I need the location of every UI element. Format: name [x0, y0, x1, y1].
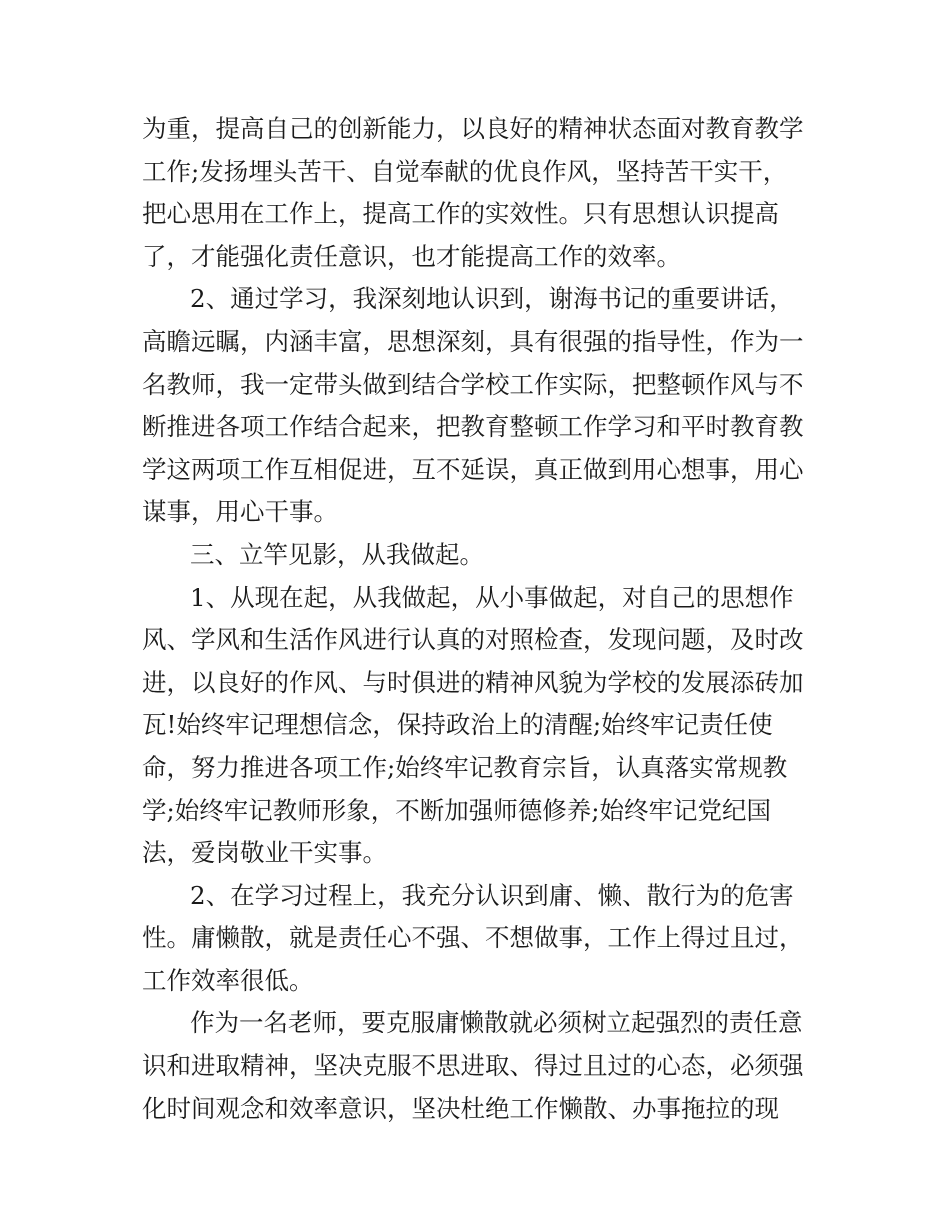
- text-line: 学;始终牢记教师形象，不断加强师德修养;始终牢记党纪国: [142, 795, 772, 825]
- text-line: 风、学风和生活作风进行认真的对照检查，发现问题，及时改: [142, 625, 804, 655]
- text-line: 名教师，我一定带头做到结合学校工作实际，把整顿作风与不: [142, 369, 804, 399]
- text-line: 高瞻远瞩，内涵丰富，思想深刻，具有很强的指导性，作为一: [142, 326, 804, 356]
- text-line: 谋事，用心干事。: [142, 497, 338, 527]
- text-line: 工作效率很低。: [142, 965, 314, 995]
- text-line: 识和进取精神，坚决克服不思进取、得过且过的心态，必须强: [142, 1051, 804, 1081]
- paragraph-start-line: 2、通过学习，我深刻地认识到，谢海书记的重要讲话，: [190, 284, 794, 314]
- text-line: 为重，提高自己的创新能力，以良好的精神状态面对教育教学: [142, 114, 804, 143]
- paragraph-start-line: 作为一名老师，要克服庸懒散就必须树立起强烈的责任意: [190, 1008, 803, 1038]
- text-line: 工作;发扬埋头苦干、自觉奉献的优良作风，坚持苦干实干，: [142, 156, 788, 186]
- text-line: 把心思用在工作上，提高工作的实效性。只有思想认识提高: [142, 199, 779, 229]
- text-line: 断推进各项工作结合起来，把教育整顿工作学习和平时教育教: [142, 412, 804, 442]
- text-line: 性。庸懒散，就是责任心不强、不想做事，工作上得过且过，: [142, 923, 804, 953]
- body-text: [142, 108, 822, 1130]
- text-line: 法，爱岗敬业干实事。: [142, 838, 387, 868]
- text-line: 命，努力推进各项工作;始终牢记教育宗旨，认真落实常规教: [142, 752, 788, 782]
- text-line: 学这两项工作互相促进，互不延误，真正做到用心想事，用心: [142, 454, 804, 484]
- paragraph-start-line: 1、从现在起，从我做起，从小事做起，对自己的思想作: [190, 582, 794, 612]
- text-line: 了，才能强化责任意识，也才能提高工作的效率。: [142, 241, 681, 271]
- text-line: 进，以良好的作风、与时俱进的精神风貌为学校的发展添砖加: [142, 667, 804, 697]
- text-line: 瓦!始终牢记理想信念，保持政治上的清醒;始终牢记责任使: [142, 710, 773, 740]
- text-line: 化时间观念和效率意识，坚决杜绝工作懒散、办事拖拉的现: [142, 1093, 779, 1123]
- section-heading: 三、立竿见影，从我做起。: [190, 539, 484, 569]
- paragraph-start-line: 2、在学习过程上，我充分认识到庸、懒、散行为的危害: [190, 880, 794, 910]
